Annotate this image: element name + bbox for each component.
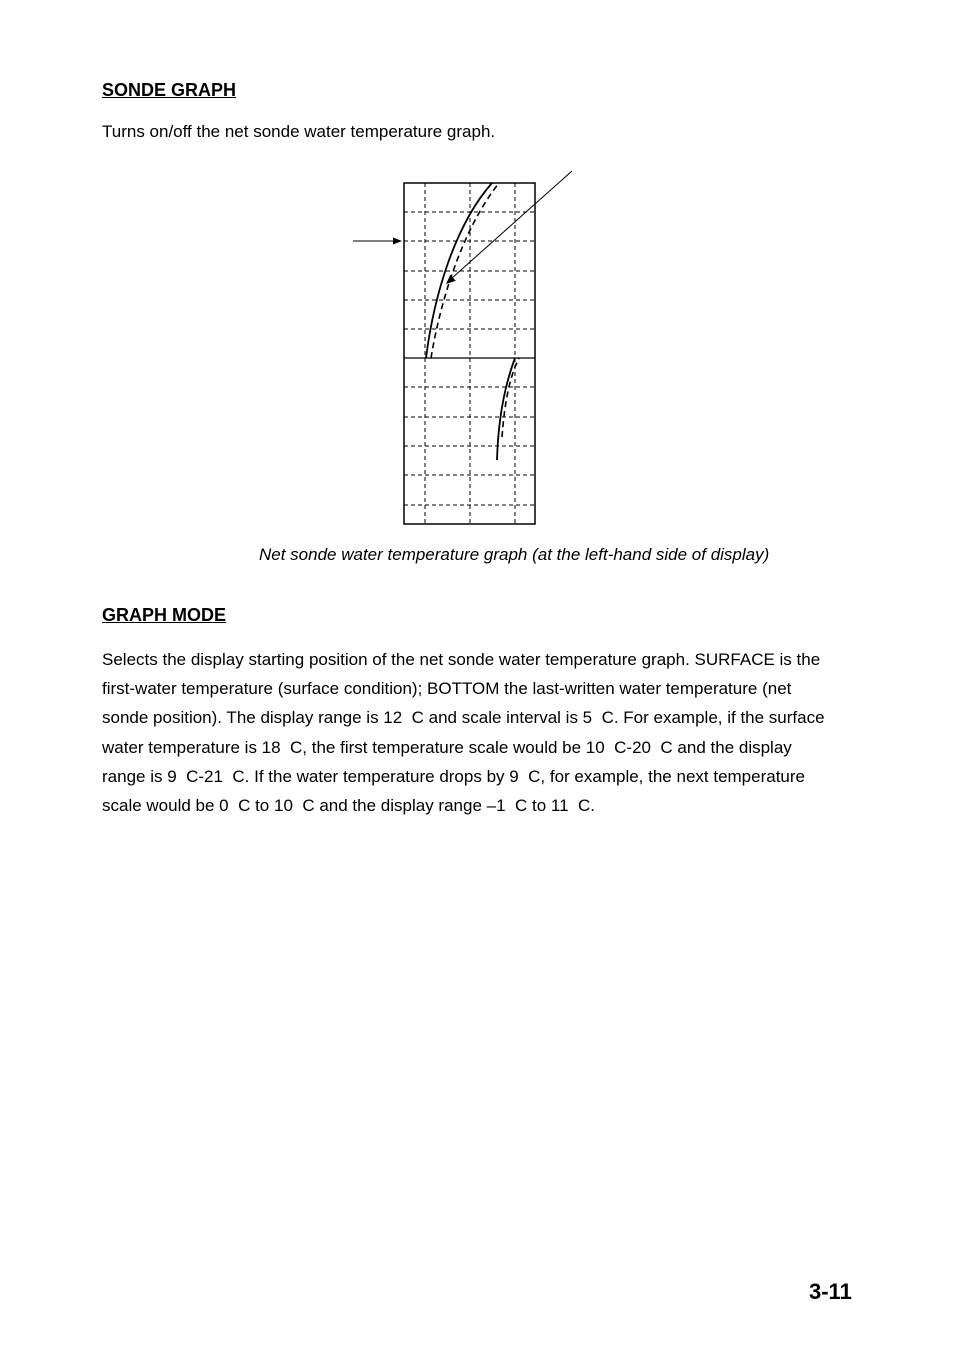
sonde-graph-description: Turns on/off the net sonde water temperature graph. bbox=[102, 122, 496, 141]
diagonal-pointer-arrow bbox=[452, 171, 572, 278]
paragraph-line: first-water temperature (surface condition); BOTTOM the last-written water temperature (net bbox=[102, 679, 792, 699]
page-number: 3-11 bbox=[809, 1279, 852, 1304]
paragraph-line: scale would be 0 C to 10 C and the display range –1 C to 11 C. bbox=[102, 796, 595, 816]
figure-caption: Net sonde water temperature graph (at the left-hand side of display) bbox=[259, 545, 770, 564]
left-pointer-arrowhead bbox=[393, 238, 402, 245]
paragraph-line: Selects the display starting position of the net sonde water temperature graph. SURFACE is the bbox=[102, 650, 821, 669]
sonde-temperature-graph-figure bbox=[340, 165, 580, 530]
section-heading-sonde-graph: SONDE GRAPH bbox=[102, 80, 237, 100]
paragraph-line: range is 9 C-21 C. If the water temperature drops by 9 C, for example, the next temperature bbox=[102, 766, 806, 786]
paragraph-line: sonde position). The display range is 12 C and scale interval is 5 C. For example, if the surface bbox=[102, 708, 825, 728]
section-heading-graph-mode: GRAPH MODE bbox=[102, 605, 227, 625]
graph-mode-description bbox=[102, 645, 862, 820]
paragraph-line: water temperature is 18 C, the first temperature scale would be 10 C-20 C and the display bbox=[102, 737, 792, 757]
